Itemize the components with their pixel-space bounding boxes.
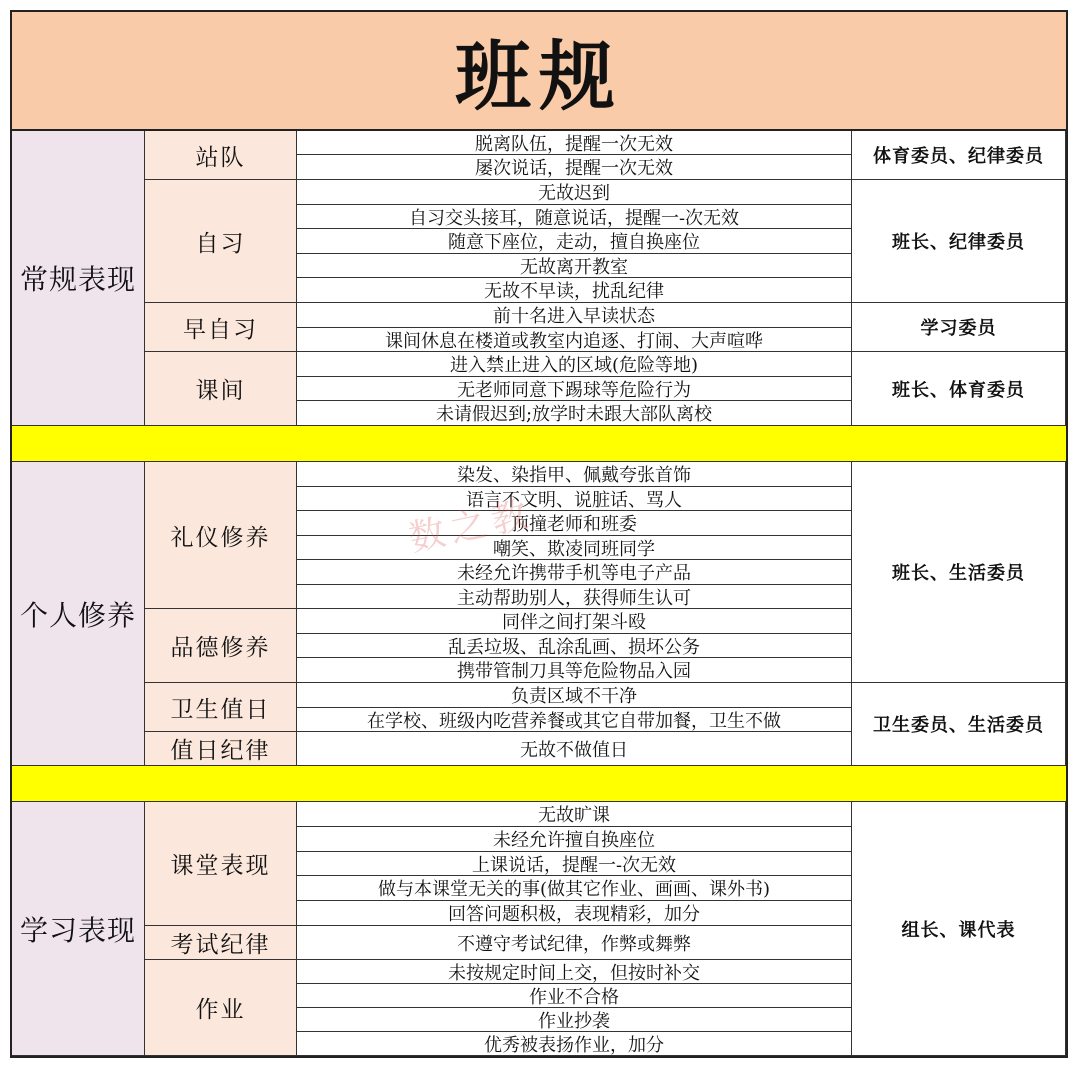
rule-row: 无故不早读，扰乱纪律 xyxy=(297,278,852,303)
responsible-cell: 班长、生活委员 xyxy=(852,462,1066,683)
rule-row: 嘲笑、欺凌同班同学 xyxy=(297,536,852,560)
group-label: 礼仪修养 xyxy=(145,462,297,609)
rule-row: 做与本课堂无关的事(做其它作业、画画、课外书) xyxy=(297,876,852,901)
rule-row: 未经允许擅自换座位 xyxy=(297,827,852,852)
group-label: 作业 xyxy=(145,960,297,1056)
responsible-cell: 组长、课代表 xyxy=(852,802,1066,1056)
rule-row: 顶撞老师和班委 xyxy=(297,511,852,536)
responsible-cell: 学习委员 xyxy=(852,303,1066,352)
rule-row: 自习交头接耳，随意说话，提醒一-次无效 xyxy=(297,205,852,229)
group-label: 自习 xyxy=(145,180,297,303)
rule-row: 作业抄袭 xyxy=(297,1008,852,1032)
rule-row: 乱丢垃圾、乱涂乱画、损坏公务 xyxy=(297,634,852,658)
group-label: 卫生值日 xyxy=(145,683,297,732)
group-label: 站队 xyxy=(145,131,297,180)
rule-row: 脱离队伍，提醒一次无效 xyxy=(297,131,852,155)
group-label: 考试纪律 xyxy=(145,926,297,960)
separator-band xyxy=(12,426,1066,462)
group-label: 值日纪律 xyxy=(145,732,297,766)
rule-row: 未经允许携带手机等电子产品 xyxy=(297,560,852,585)
rule-row: 进入禁止进入的区域(危险等地) xyxy=(297,352,852,377)
rule-row: 无故旷课 xyxy=(297,802,852,827)
group-label: 课堂表现 xyxy=(145,802,297,926)
rule-row: 未按规定时间上交，但按时补交 xyxy=(297,960,852,984)
rule-row: 无故不做值日 xyxy=(297,732,852,766)
rule-row: 在学校、班级内吃营养餐或其它自带加餐，卫生不做 xyxy=(297,708,852,732)
responsible-cell: 卫生委员、生活委员 xyxy=(852,683,1066,766)
rule-row: 随意下座位，走动，擅自换座位 xyxy=(297,229,852,254)
rule-row: 作业不合格 xyxy=(297,984,852,1008)
rule-row: 无故迟到 xyxy=(297,180,852,205)
category-cell: 个人修养 xyxy=(12,462,145,766)
rule-row: 未请假迟到;放学时未跟大部队离校 xyxy=(297,401,852,426)
rule-row: 课间休息在楼道或教室内追逐、打闹、大声喧哗 xyxy=(297,328,852,352)
rule-row: 语言不文明、说脏话、骂人 xyxy=(297,487,852,511)
rule-row: 主动帮助别人，获得师生认可 xyxy=(297,585,852,609)
category-cell: 常规表现 xyxy=(12,131,145,426)
rule-row: 回答问题积极，表现精彩，加分 xyxy=(297,901,852,926)
rule-row: 负责区域不干净 xyxy=(297,683,852,708)
rule-row: 不遵守考试纪律，作弊或舞弊 xyxy=(297,926,852,960)
group-label: 早自习 xyxy=(145,303,297,352)
rule-row: 无故离开教室 xyxy=(297,254,852,278)
group-label: 品德修养 xyxy=(145,609,297,683)
category-cell: 学习表现 xyxy=(12,802,145,1056)
rule-row: 优秀被表扬作业，加分 xyxy=(297,1032,852,1056)
rule-row: 染发、染指甲、佩戴夸张首饰 xyxy=(297,462,852,487)
responsible-cell: 体育委员、纪律委员 xyxy=(852,131,1066,180)
rule-row: 携带管制刀具等危险物品入园 xyxy=(297,658,852,683)
rule-row: 同伴之间打架斗殴 xyxy=(297,609,852,634)
rule-row: 上课说话，提醒一-次无效 xyxy=(297,852,852,876)
rules-sheet xyxy=(10,10,1068,1058)
separator-band xyxy=(12,766,1066,802)
rule-row: 屡次说话，提醒一次无效 xyxy=(297,155,852,180)
rule-row: 无老师同意下踢球等危险行为 xyxy=(297,377,852,401)
responsible-cell: 班长、纪律委员 xyxy=(852,180,1066,303)
page-title: 班规 xyxy=(12,12,1066,131)
group-label: 课间 xyxy=(145,352,297,426)
watermark-text: 数之教 xyxy=(405,493,538,560)
responsible-cell: 班长、体育委员 xyxy=(852,352,1066,426)
rule-row: 前十名进入早读状态 xyxy=(297,303,852,328)
